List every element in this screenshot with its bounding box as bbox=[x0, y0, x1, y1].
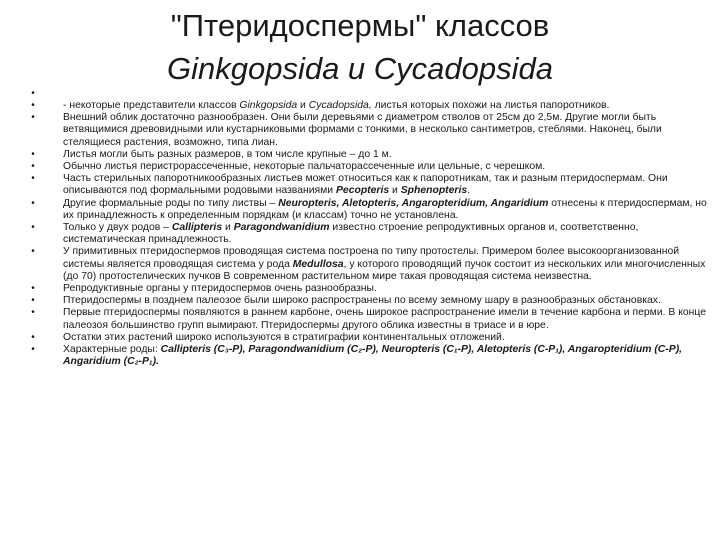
list-item bbox=[28, 332, 708, 344]
bullet-icon: • bbox=[31, 307, 35, 319]
list-item-text: известно строение репродуктивных органов и, соответственно, систематическая принадлежность. bbox=[63, 222, 639, 246]
list-item-text: Характерные роды: bbox=[63, 344, 161, 356]
bullet-icon: • bbox=[31, 88, 35, 99]
list-item-text: - некоторые представители классов bbox=[63, 100, 240, 111]
list-item-text: Первые птеридоспермы появляются в раннем карбоне, очень широкое распространение имели в течение карбона и перми. В конце палеозоя большинство групп вымирают. Птеридоспермы другого облика известны в триасе и в юре. bbox=[63, 307, 707, 331]
bullet-list bbox=[28, 88, 708, 368]
list-item-text: Часть стерильных папоротникообразных листьев может относиться как к папоротникам, так и разным птеридоспермам. Они описываются под формальными родовыми названиями bbox=[63, 173, 668, 197]
emphasized-text: Medullosa bbox=[292, 258, 344, 270]
emphasized-text: Ginkgopsida bbox=[239, 100, 298, 111]
bullet-icon: • bbox=[31, 283, 35, 295]
list-item-text: Другие формальные роды по типу листвы – bbox=[63, 197, 279, 209]
title-line-2: Ginkgopsida и Cycadopsida bbox=[166, 51, 554, 86]
list-item bbox=[28, 295, 708, 307]
bullet-icon: • bbox=[31, 173, 35, 185]
list-item bbox=[28, 88, 708, 100]
emphasized-text: Callipteris bbox=[171, 222, 223, 234]
list-item-text: . bbox=[467, 185, 471, 197]
bullet-icon: • bbox=[31, 331, 35, 343]
list-item-text: листья которых похожи на листья папоротников. bbox=[371, 100, 610, 111]
list-item-text: отнесены к птеридоспермам, но их принадлежность к определенным порядкам (и классам) точно не установлена. bbox=[63, 197, 707, 221]
list-item-text: Листья могли быть разных размеров, в том числе крупные – до 1 м. bbox=[63, 148, 392, 160]
list-item bbox=[28, 149, 708, 161]
list-item bbox=[28, 198, 708, 222]
list-item-text: Обычно листья перистрорассеченные, некоторые пальчаторассеченные или цельные, с черешком. bbox=[63, 161, 546, 173]
list-item bbox=[28, 307, 708, 331]
list-item bbox=[28, 112, 708, 149]
list-item-text: Птеридоспермы в позднем палеозое были широко распространены по всему земному шару в разнообразных обстановках. bbox=[63, 295, 661, 307]
list-item bbox=[28, 173, 708, 197]
title-line-1: "Птеридоспермы" классов bbox=[170, 8, 550, 43]
list-item bbox=[28, 100, 708, 112]
slide-title bbox=[0, 4, 720, 90]
list-item-text: , у которого проводящий пучок состоит из нескольких или многочисленных (до 70) протостелических пучков В современном растительном мире такая проводящая система неизвестна. bbox=[63, 258, 706, 282]
list-item-text: и bbox=[297, 100, 309, 111]
list-item-text: и bbox=[389, 185, 401, 197]
list-item-text: Внешний облик достаточно разнообразен. Они были деревьями с диаметром стволов от 25см до 2,5м. Другие могли быть ветвящимися древовидными или кустарниковыми формами с тонкими, в несколько сантиметров, стеблями. Наконец, были стелящиеся растения, возможно, типа лиан. bbox=[63, 112, 662, 148]
emphasized-text: Pecopteris bbox=[336, 185, 390, 197]
list-item bbox=[28, 222, 708, 246]
bullet-icon: • bbox=[31, 246, 35, 258]
list-item-text: Остатки этих растений широко используются в стратиграфии континентальных отложений. bbox=[63, 331, 505, 343]
list-item bbox=[28, 283, 708, 295]
emphasized-text: Callipteris (C₃-P), Paragondwanidium (C₂-P), Neuropteris (C₁-P), Aletopteris (C-P₁), Angaropteridium (C-P), Angaridium (C₂-P₁). bbox=[63, 344, 683, 368]
emphasized-text: Sphenopteris bbox=[400, 185, 468, 197]
bullet-icon: • bbox=[31, 100, 35, 111]
bullet-icon: • bbox=[31, 148, 35, 160]
list-item-text: Только у двух родов – bbox=[63, 222, 172, 234]
bullet-icon: • bbox=[31, 295, 35, 307]
bullet-icon: • bbox=[31, 197, 35, 209]
bullet-icon: • bbox=[31, 161, 35, 173]
list-item-text: и bbox=[222, 222, 234, 234]
emphasized-text: Cycadopsida, bbox=[308, 100, 372, 111]
list-item bbox=[28, 344, 708, 368]
bullet-icon: • bbox=[31, 112, 35, 124]
bullet-icon: • bbox=[31, 344, 35, 356]
list-item-text: Репродуктивные органы у птеридоспермов очень разнообразны. bbox=[63, 283, 377, 295]
list-item-text: У примитивных птеридоспермов проводящая система построена по типу протостелы. Примером более высокоорганизованной системы является проводящая система у рода bbox=[63, 246, 680, 270]
emphasized-text: Neuropteris, Aletopteris, Angaropteridium, Angaridium bbox=[278, 197, 549, 209]
list-item bbox=[28, 246, 708, 283]
bullet-icon: • bbox=[31, 222, 35, 234]
list-item bbox=[28, 161, 708, 173]
emphasized-text: Paragondwanidium bbox=[233, 222, 330, 234]
